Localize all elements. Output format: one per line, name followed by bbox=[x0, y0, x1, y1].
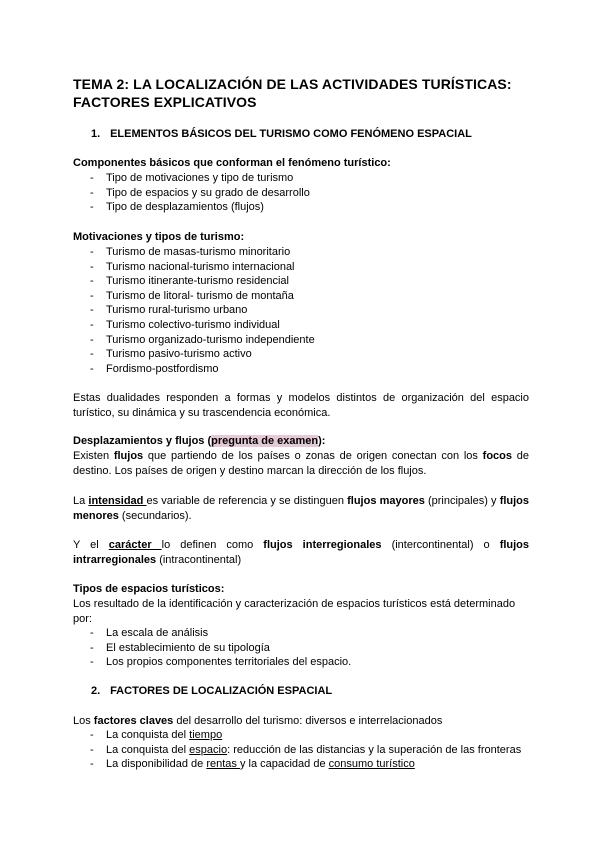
list-item: - Tipo de espacios y su grado de desarrollo bbox=[90, 186, 310, 201]
list-item: - La disponibilidad de rentas y la capacidad de consumo turístico bbox=[90, 757, 521, 772]
list-item: - Turismo organizado-turismo independiente bbox=[90, 333, 315, 348]
list-item: - Turismo pasivo-turismo activo bbox=[90, 347, 315, 362]
componentes-heading: Componentes básicos que conforman el fenómeno turístico: bbox=[73, 157, 391, 169]
espacios-heading: Tipos de espacios turísticos: bbox=[73, 583, 225, 595]
motivaciones-list bbox=[90, 245, 315, 376]
list-item: - Turismo nacional-turismo internacional bbox=[90, 260, 315, 275]
flujos-paragraph: Existen flujos que partiendo de los países o zonas de origen conectan con los focos de destino. Los países de origen y destino marcan la dirección de los flujos. bbox=[73, 450, 529, 477]
intensidad-paragraph: La intensidad es variable de referencia y se distinguen flujos mayores (principales) y flujos menores (secundarios). bbox=[73, 495, 530, 522]
list-item: - Turismo de litoral- turismo de montaña bbox=[90, 289, 315, 304]
section-1-number: 1. bbox=[91, 128, 101, 140]
componentes-list bbox=[90, 171, 310, 215]
section-2-heading bbox=[91, 685, 332, 697]
list-item: - Los propios componentes territoriales del espacio. bbox=[90, 655, 351, 670]
section-2-number: 2. bbox=[91, 685, 101, 697]
espacios-list bbox=[90, 626, 351, 670]
heading-text-end: ): bbox=[318, 435, 326, 447]
factores-list bbox=[90, 728, 521, 772]
section-2-title: FACTORES DE LOCALIZACIÓN ESPACIAL bbox=[110, 685, 333, 697]
list-item: - Turismo itinerante-turismo residencial bbox=[90, 274, 315, 289]
desplazamientos-heading bbox=[73, 435, 325, 447]
exam-highlight: pregunta de examen bbox=[211, 435, 319, 447]
dualidades-paragraph: Estas dualidades responden a formas y modelos distintos de organización del espacio turístico, su dinámica y su trascendencia económica. bbox=[73, 392, 529, 419]
caracter-paragraph: Y el carácter lo definen como flujos interregionales (intercontinental) o flujos intrarregionales (intracontinental) bbox=[73, 539, 530, 566]
heading-text: Desplazamientos y flujos ( bbox=[73, 435, 212, 447]
list-item: - Turismo rural-turismo urbano bbox=[90, 303, 315, 318]
list-item: - El establecimiento de su tipología bbox=[90, 641, 351, 656]
list-item: - La conquista del espacio: reducción de las distancias y la superación de las fronteras bbox=[90, 743, 521, 758]
list-item: - Tipo de desplazamientos (flujos) bbox=[90, 200, 310, 215]
motivaciones-heading: Motivaciones y tipos de turismo: bbox=[73, 231, 245, 243]
list-item: - Fordismo-postfordismo bbox=[90, 362, 315, 377]
document-title: TEMA 2: LA LOCALIZACIÓN DE LAS ACTIVIDADES TURÍSTICAS: FACTORES EXPLICATIVOS bbox=[73, 76, 512, 110]
list-item: - Turismo colectivo-turismo individual bbox=[90, 318, 315, 333]
list-item: - La conquista del tiempo bbox=[90, 728, 521, 743]
list-item: - La escala de análisis bbox=[90, 626, 351, 641]
list-item: - Turismo de masas-turismo minoritario bbox=[90, 245, 315, 260]
factores-paragraph: Los factores claves del desarrollo del turismo: diversos e interrelacionados bbox=[73, 715, 443, 727]
section-1-heading bbox=[91, 128, 472, 140]
espacios-paragraph: Los resultado de la identificación y caracterización de espacios turísticos está determinado por: bbox=[73, 598, 516, 625]
list-item: - Tipo de motivaciones y tipo de turismo bbox=[90, 171, 310, 186]
section-1-title: ELEMENTOS BÁSICOS DEL TURISMO COMO FENÓMENO ESPACIAL bbox=[110, 128, 472, 140]
